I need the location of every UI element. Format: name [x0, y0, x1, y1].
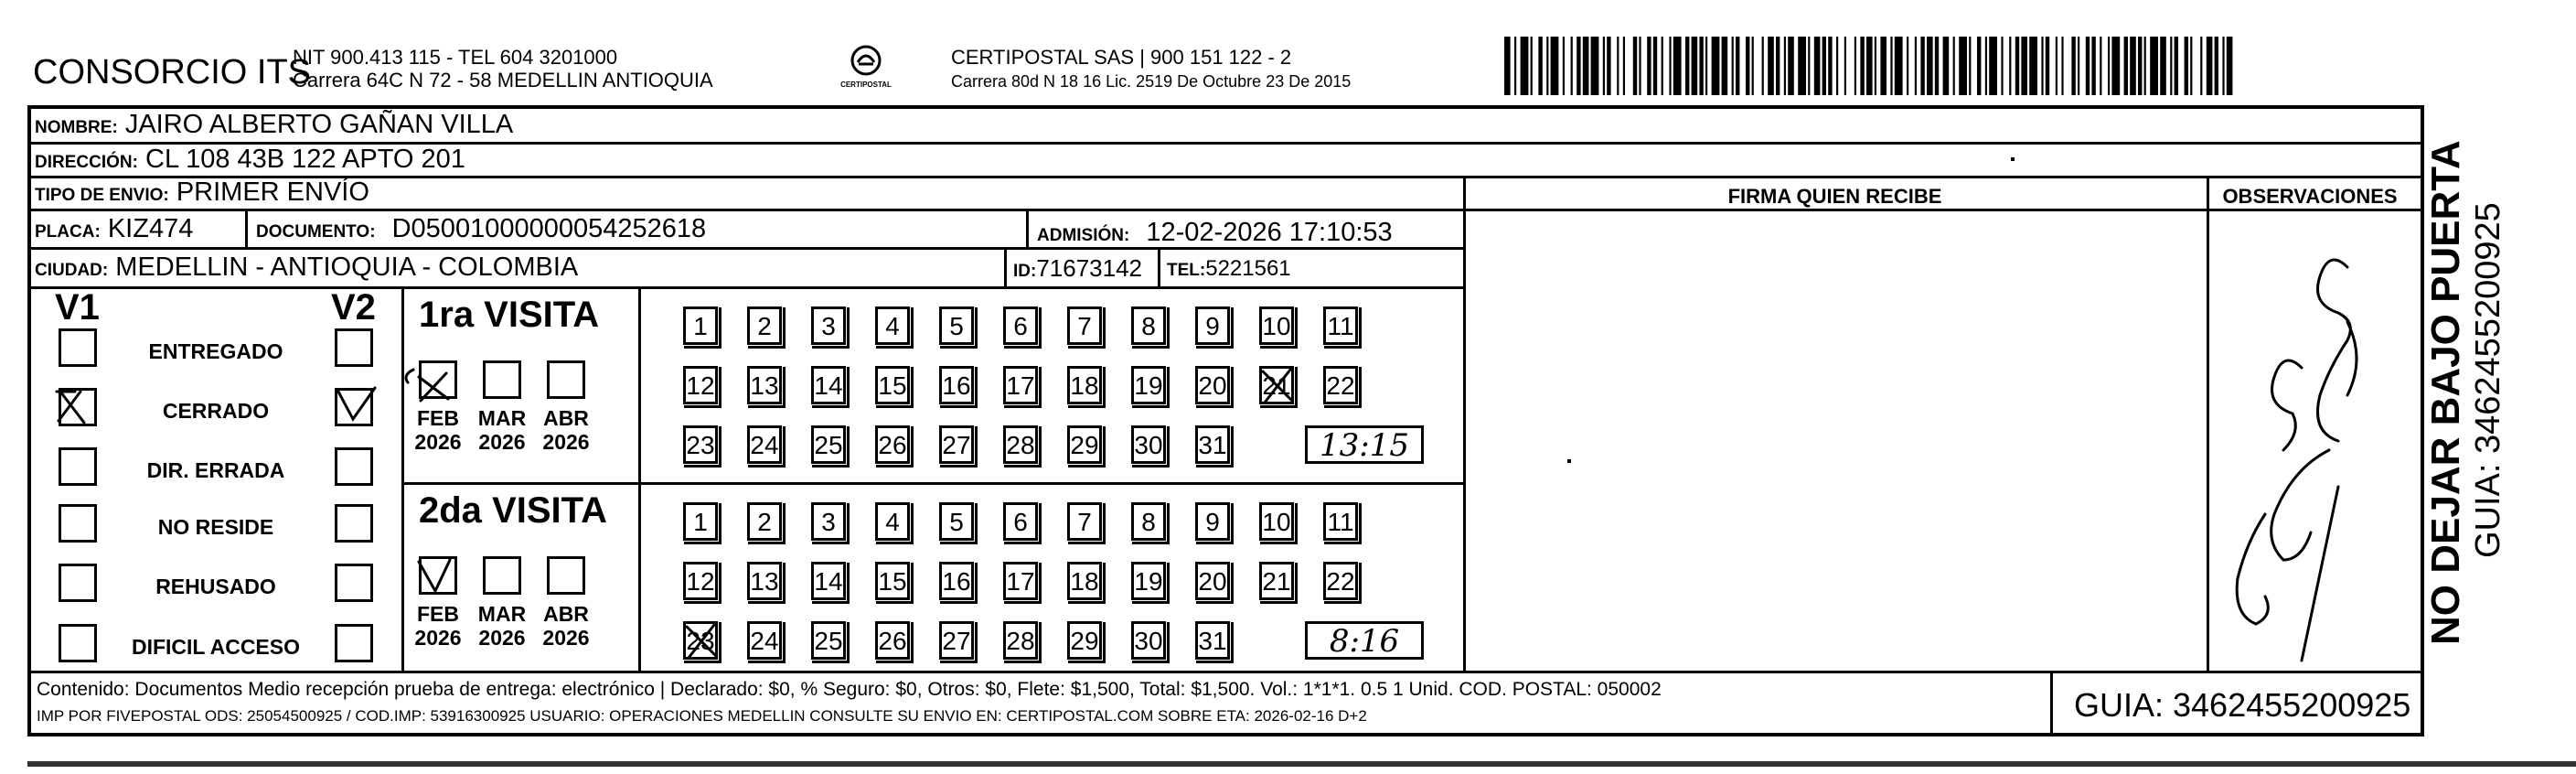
day-box[interactable]: 23 [683, 425, 718, 464]
company-nit-line: NIT 900.413 115 - TEL 604 3201000 [293, 46, 618, 69]
day-box[interactable]: 15 [875, 562, 910, 600]
admission-value: 12-02-2026 17:10:53 [1146, 218, 1393, 247]
barcode-bar [1623, 37, 1625, 95]
barcode-bar [2222, 37, 2224, 95]
tel-label: TEL: [1167, 261, 1206, 280]
barcode-bar [1915, 37, 1917, 95]
barcode-bar [2190, 37, 2192, 95]
day-box[interactable]: 8 [1131, 306, 1166, 345]
barcode-bar [1920, 37, 1924, 95]
barcode-bar [1977, 37, 1981, 95]
barcode-bar [1531, 37, 1533, 95]
barcode-bar [1927, 37, 1933, 95]
month-year: 2026 [542, 430, 590, 454]
barcode-bar [2170, 37, 2172, 95]
day-box[interactable]: 12 [683, 562, 718, 600]
day-box[interactable]: 14 [811, 562, 846, 600]
barcode-bar [1762, 37, 1764, 95]
observations-area[interactable] [2210, 212, 2373, 668]
barcode-bar [2041, 37, 2043, 95]
day-box[interactable]: 26 [875, 621, 910, 660]
city-value: MEDELLIN - ANTIOQUIA - COLOMBIA [115, 253, 579, 282]
barcode-bar [1788, 37, 1794, 95]
day-box[interactable]: 31 [1195, 425, 1230, 464]
barcode-bar [1989, 37, 1997, 95]
address-label: DIRECCIÓN: [35, 153, 138, 172]
day-box[interactable]: 5 [939, 306, 974, 345]
day-box[interactable]: 16 [939, 366, 974, 404]
company-name: CONSORCIO ITS [33, 53, 312, 91]
carrier-license-line: Carrera 80d N 18 16 Lic. 2519 De Octubre 23 De 2015 [951, 72, 1352, 91]
barcode-bar [1969, 37, 1971, 95]
day-box[interactable]: 19 [1131, 366, 1166, 404]
barcode-bar [2009, 37, 2011, 95]
barcode-bar [2227, 37, 2233, 95]
day-box[interactable]: 27 [939, 621, 974, 660]
visit-title: 2da VISITA [419, 490, 607, 531]
barcode-bar [1746, 37, 1749, 95]
signature-header: FIRMA QUIEN RECIBE [1727, 185, 1942, 208]
side-warning: NO DEJAR BAJO PUERTA [2423, 140, 2468, 645]
handwritten-time: 8:16 [1305, 621, 1424, 660]
barcode-bar [1798, 37, 1806, 95]
day-box[interactable]: 17 [1003, 366, 1038, 404]
barcode-bar [2200, 37, 2202, 95]
barcode-bar [1935, 37, 1939, 95]
plate-label: PLACA: [35, 222, 101, 242]
barcode-bar [1603, 37, 1605, 95]
barcode-bar [1577, 37, 1580, 95]
barcode-bar [2175, 37, 2178, 95]
barcode-bar [2138, 37, 2142, 95]
day-box[interactable]: 28 [1003, 621, 1038, 660]
day-box[interactable]: 13 [747, 366, 782, 404]
tel-value: 5221561 [1205, 256, 1291, 281]
barcode-bar [2021, 37, 2027, 95]
barcode-bar [1647, 37, 1651, 95]
barcode-bar [1736, 37, 1739, 95]
day-box[interactable]: 19 [1131, 562, 1166, 600]
barcode-bar [2078, 37, 2079, 95]
v2-header: V2 [331, 287, 376, 328]
day-box[interactable]: 2 [747, 306, 782, 345]
day-box[interactable]: 11 [1323, 306, 1358, 345]
day-box[interactable]: 24 [747, 621, 782, 660]
document-value: D05001000000054252618 [391, 214, 707, 243]
day-box[interactable]: 2 [747, 502, 782, 541]
barcode-bar [1822, 37, 1826, 95]
barcode-bar [2029, 37, 2037, 95]
day-box[interactable]: 20 [1195, 366, 1230, 404]
shipment-type: PRIMER ENVÍO [176, 177, 369, 207]
barcode-bar [2108, 37, 2110, 95]
day-box[interactable]: 21 [1259, 562, 1294, 600]
footer-guia: GUIA: 3462455200925 [2074, 686, 2411, 724]
day-box[interactable]: 3 [811, 502, 846, 541]
barcode-bar [1895, 37, 1903, 95]
shipment-type-label: TIPO DE ENVIO: [35, 186, 169, 205]
day-box[interactable]: 30 [1131, 621, 1166, 660]
day-box[interactable]: 30 [1131, 425, 1166, 464]
barcode-bar [2124, 37, 2128, 95]
day-box[interactable]: 1 [683, 306, 718, 345]
signature-area[interactable] [1467, 212, 2204, 668]
logo-caption: CERTIPOSTAL [840, 81, 892, 89]
barcode-bar [1808, 37, 1810, 95]
day-box[interactable]: 29 [1067, 425, 1102, 464]
barcode-bar [1633, 37, 1637, 95]
barcode-bar [1669, 37, 1671, 95]
month-name: FEB [417, 406, 459, 430]
barcode-bar [2215, 37, 2218, 95]
status-option-label: DIFICIL ACCESO [131, 635, 300, 659]
id-label: ID: [1013, 262, 1037, 281]
day-strike-mark [687, 625, 716, 658]
day-box[interactable]: 9 [1195, 306, 1230, 345]
barcode-bar [1551, 37, 1559, 95]
day-box[interactable]: 29 [1067, 621, 1102, 660]
barcode-bar [1836, 37, 1838, 95]
barcode-bar [1639, 37, 1641, 95]
handwritten-time: 13:15 [1305, 425, 1424, 464]
barcode-bar [1985, 37, 1987, 95]
barcode-bar [1880, 37, 1887, 95]
barcode-bar [1591, 37, 1599, 95]
day-strike-mark [1263, 370, 1292, 403]
month-name: MAR [477, 406, 527, 430]
day-box[interactable]: 24 [747, 425, 782, 464]
barcode-bar [2185, 37, 2188, 95]
barcode-bar [2015, 37, 2019, 95]
barcode-bar [1538, 37, 1542, 95]
day-box[interactable]: 8 [1131, 502, 1166, 541]
barcode-bar [1705, 37, 1707, 95]
day-box[interactable]: 23 [683, 621, 718, 660]
status-option-label: CERRADO [162, 399, 270, 423]
name-label: NOMBRE: [35, 118, 118, 137]
document-label: DOCUMENTO: [256, 222, 376, 242]
barcode-bar [1673, 37, 1682, 95]
barcode-image [1502, 37, 2234, 95]
day-box[interactable]: 28 [1003, 425, 1038, 464]
barcode-bar [1514, 37, 1516, 95]
day-box[interactable]: 22 [1323, 366, 1358, 404]
observations-handwriting [2210, 212, 2373, 668]
barcode-bar [2150, 37, 2158, 95]
month-year: 2026 [414, 430, 462, 454]
month-name: ABR [543, 406, 589, 430]
side-guia: GUIA: 3462455200925 [2469, 202, 2507, 558]
barcode-bar [1699, 37, 1703, 95]
day-box[interactable]: 16 [939, 562, 974, 600]
day-box[interactable]: 5 [939, 502, 974, 541]
barcode-bar [1844, 37, 1846, 95]
day-box[interactable]: 17 [1003, 562, 1038, 600]
month-name: FEB [417, 602, 459, 626]
barcode-bar [1504, 37, 1511, 95]
barcode-bar [2071, 37, 2075, 95]
barcode-bar [2100, 37, 2101, 95]
city-label: CIUDAD: [35, 261, 109, 280]
barcode-bar [1685, 37, 1689, 95]
day-box[interactable]: 31 [1195, 621, 1230, 660]
handwritten-marks [0, 0, 1463, 671]
observations-header: OBSERVACIONES [2222, 185, 2398, 208]
v1-header: V1 [55, 287, 100, 328]
address-dot [2011, 157, 2015, 161]
day-box[interactable]: 6 [1003, 502, 1038, 541]
barcode-bar [2130, 37, 2136, 95]
barcode-bar [1722, 37, 1728, 95]
month-year: 2026 [478, 626, 526, 650]
barcode-bar [1662, 37, 1663, 95]
day-box[interactable]: 18 [1067, 366, 1102, 404]
barcode-bar [2086, 37, 2090, 95]
barcode-bar [1959, 37, 1967, 95]
day-box[interactable]: 18 [1067, 562, 1102, 600]
carrier-line: CERTIPOSTAL SAS | 900 151 122 - 2 [951, 46, 1292, 69]
barcode [1502, 37, 2234, 95]
day-box[interactable]: 13 [747, 562, 782, 600]
status-option-label: DIR. ERRADA [146, 458, 285, 482]
status-option-label: NO RESIDE [157, 515, 274, 539]
day-box[interactable]: 12 [683, 366, 718, 404]
barcode-bar [1563, 37, 1565, 95]
barcode-bar [2091, 37, 2095, 95]
day-box[interactable]: 11 [1323, 502, 1358, 541]
barcode-bar [1752, 37, 1754, 95]
barcode-bar [2111, 37, 2120, 95]
barcode-bar [1866, 37, 1873, 95]
month-name: ABR [543, 602, 589, 626]
barcode-bar [2056, 37, 2058, 95]
day-box[interactable]: 9 [1195, 502, 1230, 541]
barcode-bar [2207, 37, 2213, 95]
day-box[interactable]: 22 [1323, 562, 1358, 600]
day-box[interactable]: 15 [875, 366, 910, 404]
day-box[interactable]: 7 [1067, 502, 1102, 541]
barcode-bar [1776, 37, 1780, 95]
day-box[interactable]: 10 [1259, 306, 1294, 345]
day-box[interactable]: 6 [1003, 306, 1038, 345]
barcode-bar [1692, 37, 1698, 95]
day-box[interactable]: 10 [1259, 502, 1294, 541]
barcode-bar [2001, 37, 2003, 95]
barcode-bar [2144, 37, 2146, 95]
month-year: 2026 [414, 626, 462, 650]
barcode-bar [1875, 37, 1876, 95]
company-address-line: Carrera 64C N 72 - 58 MEDELLIN ANTIOQUIA [293, 69, 713, 91]
day-box[interactable]: 25 [811, 425, 846, 464]
recipient-address: CL 108 43B 122 APTO 201 [145, 145, 465, 174]
barcode-bar [1784, 37, 1786, 95]
barcode-bar [1617, 37, 1619, 95]
barcode-bar [1768, 37, 1774, 95]
month-year: 2026 [478, 430, 526, 454]
day-box[interactable]: 4 [875, 306, 910, 345]
barcode-bar [1890, 37, 1892, 95]
barcode-bar [1814, 37, 1821, 95]
day-box[interactable]: 1 [683, 502, 718, 541]
barcode-bar [1907, 37, 1908, 95]
barcode-bar [1860, 37, 1864, 95]
recipient-name: JAIRO ALBERTO GAÑAN VILLA [124, 110, 514, 139]
barcode-bar [1828, 37, 1832, 95]
day-box[interactable]: 25 [811, 621, 846, 660]
month-name: MAR [477, 602, 527, 626]
day-box[interactable]: 20 [1195, 562, 1230, 600]
plate-value: KIZ474 [107, 214, 194, 243]
barcode-bar [1855, 37, 1856, 95]
id-value: 71673142 [1036, 254, 1143, 282]
barcode-bar [2046, 37, 2049, 95]
barcode-bar [1732, 37, 1734, 95]
month-year: 2026 [542, 626, 590, 650]
barcode-bar [1712, 37, 1720, 95]
barcode-bar [1953, 37, 1955, 95]
day-box[interactable]: 3 [811, 306, 846, 345]
status-option-label: REHUSADO [155, 575, 276, 598]
barcode-bar [1607, 37, 1610, 95]
status-option-label: ENTREGADO [148, 339, 283, 363]
barcode-bar [1583, 37, 1589, 95]
signature-dot [1567, 459, 1571, 463]
day-box[interactable]: 14 [811, 366, 846, 404]
barcode-bar [2160, 37, 2166, 95]
barcode-bar [1521, 37, 1529, 95]
barcode-bar [1546, 37, 1548, 95]
footer-print-info: IMP POR FIVEPOSTAL ODS: 25054500925 / COD.IMP: 53916300925 USUARIO: OPERACIONES MEDELLIN CONSULTE SU ENVIO EN: CERTIPOSTAL.COM SOBRE ETA: 2026-02-16 D+2 [37, 707, 1367, 725]
day-box[interactable]: 4 [875, 502, 910, 541]
footer-contents: Contenido: Documentos Medio recepción prueba de entrega: electrónico | Declarado: $0, % Seguro: $0, Otros: $0, Flete: $1,500, Total: $1,500. Vol.: 1*1*1. 0.5 1 Unid. COD. POSTAL: 050002 [37, 679, 1662, 700]
barcode-bar [1943, 37, 1950, 95]
day-box[interactable]: 7 [1067, 306, 1102, 345]
barcode-bar [2061, 37, 2063, 95]
barcode-bar [1571, 37, 1573, 95]
day-box[interactable]: 21 [1259, 366, 1294, 404]
bottom-rule [27, 761, 2576, 767]
visit-title: 1ra VISITA [419, 295, 600, 335]
barcode-bar [1653, 37, 1657, 95]
admission-label: ADMISIÓN: [1037, 226, 1130, 245]
day-box[interactable]: 27 [939, 425, 974, 464]
day-box[interactable]: 26 [875, 425, 910, 464]
